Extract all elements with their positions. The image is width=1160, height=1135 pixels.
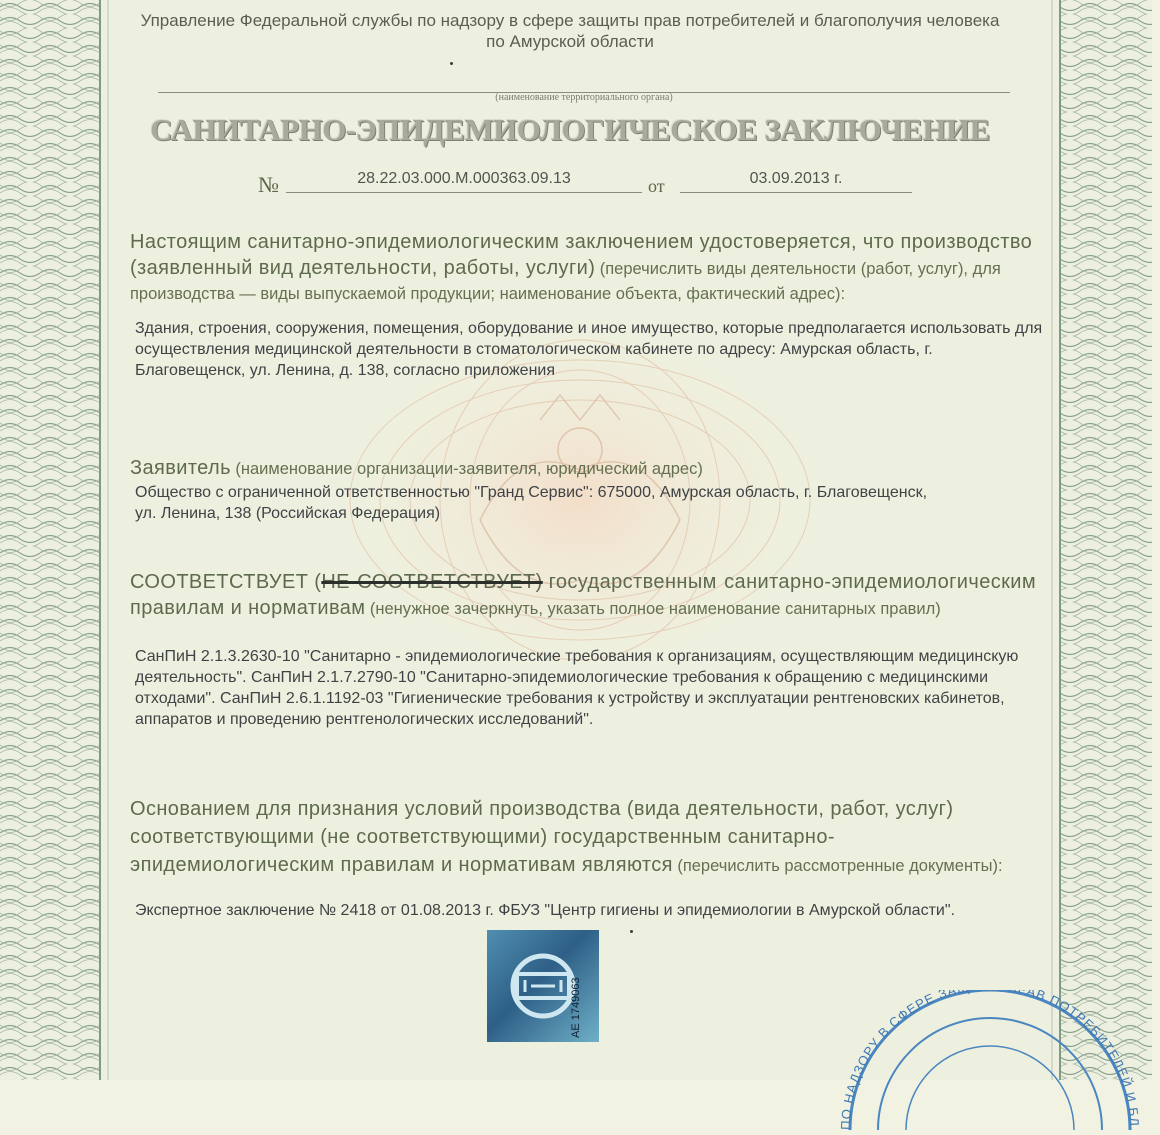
compliance-lead: государственным санитарно-эпидемиологическим правилам и нормативам [130,571,1036,619]
basis-hint: (перечислить рассмотренные документы): [677,857,1003,875]
stamp-graphic [820,990,1160,1130]
basis-lead: Основанием для признания условий производства (вида деятельности, работ, услуг) соответствующими (не соответствующими) государственным санитарно-эпидемиологическим правилам и нормативам являются [130,798,954,876]
compliance-hint: (ненужное зачеркнуть, указать полное наименование санитарных правил) [369,600,941,618]
speck [450,62,453,65]
compliance-content: СанПиН 2.1.3.2630-10 "Санитарно - эпидемиологические требования к организациям, осуществляющим медицинскую деятельность". СанПиН 2.1.7.2790-10 "Санитарно-эпидемиологические требования к обращению с медицинскими отходами". СанПиН 2.6.1.1192-03 "Гигиенические требования к устройству и эксплуатации рентгеновских кабинетов, аппаратов и проведению рентгенологических исследований". [135,648,1019,728]
certificate-date: 03.09.2013 г. [680,170,912,193]
basis-heading [130,796,1036,880]
certificate-number: 28.22.03.000.М.000363.09.13 [286,170,642,193]
compliance-struck-text: НЕ СООТВЕТСТВУЕТ) [321,571,543,593]
hologram-graphic [487,930,599,1042]
svg-text:ПО НАДЗОРУ В СФЕРЕ ЗАЩИТЫ ПРАВ [820,990,1142,1130]
stamp-text: ПО НАДЗОРУ В СФЕРЕ ЗА АВ ПОТРЕБИТЕЛЕЙ И БЛ [837,990,1143,1130]
compliance-struck-paren: ( [314,571,322,593]
authority-caption: (наименование территориального органа) [495,92,673,103]
speck [630,930,633,933]
compliance-heading [130,570,1036,622]
certifies-content: Здания, строения, сооружения, помещения, оборудование и иное имущество, которые предполагается использовать для осуществления медицинской деятельности в стоматологическом кабинете по адресу: Амурская область, г. Благовещенск, ул. Ленина, д. 138, согласно приложения [135,320,1043,379]
basis-content: Экспертное заключение № 2418 от 01.08.2013 г. ФБУЗ "Центр гигиены и эпидемиологии в Амурской области". [135,902,955,919]
applicant-heading [130,456,1036,482]
applicant-content: Общество с ограниченной ответственностью "Гранд Сервис": 675000, Амурская область, г. Благовещенск, ул. Ленина, 138 (Российская Федерация) [135,484,928,522]
document-title: САНИТАРНО-ЭПИДЕМИОЛОГИЧЕСКОЕ ЗАКЛЮЧЕНИЕ [150,112,990,147]
applicant-hint: (наименование организации-заявителя, юридический адрес) [235,460,703,478]
official-stamp [820,990,1160,1130]
certifies-hint: (перечислить виды деятельности (работ, услуг), для производства — виды выпускаемой продукции; наименование объекта, фактический адрес): [130,260,1001,303]
compliance-status: СООТВЕТСТВУЕТ [130,571,309,593]
certifies-lead: Настоящим санитарно-эпидемиологическим заключением удостоверяется, что производство (заявленный вид деятельности, работы, услуги) [130,231,1033,279]
number-sign: № [258,172,279,197]
hologram-sticker [487,930,599,1042]
certifies-heading [130,230,1036,307]
applicant-label: Заявитель [130,457,231,479]
date-label: от [648,176,665,196]
authority-name: Управление Федеральной службы по надзору в сфере защиты прав потребителей и благополучия человека по Амурской области [140,11,1000,51]
hologram-serial: АЕ 1749063 [570,977,582,1038]
